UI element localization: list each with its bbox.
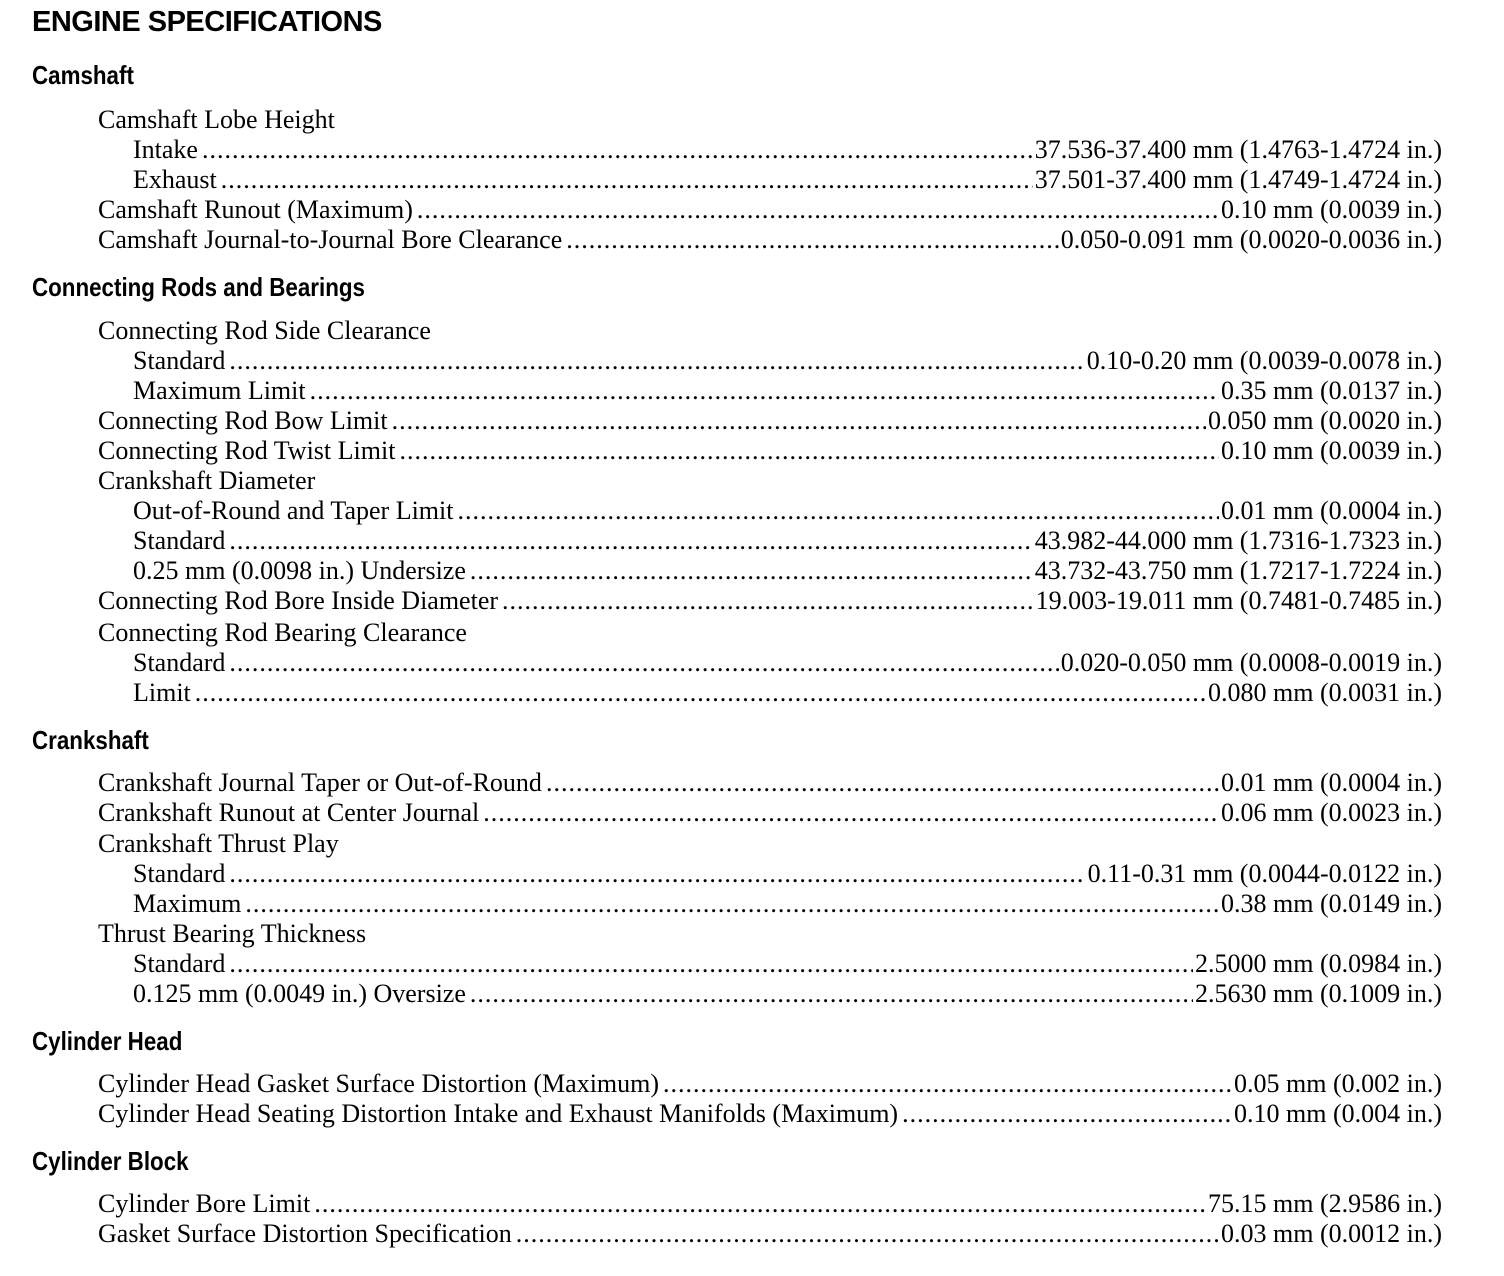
dot-leader <box>245 889 1219 919</box>
dot-leader <box>229 526 1032 556</box>
section-heading-camshaft: Camshaft <box>32 60 134 90</box>
spec-value: 0.10-0.20 mm (0.0039-0.0078 in.) <box>1086 346 1442 375</box>
spec-label: Crankshaft Runout at Center Journal <box>98 798 480 827</box>
spec-label: Intake <box>133 135 198 164</box>
spec-value: 2.5630 mm (0.1009 in.) <box>1195 979 1442 1008</box>
spec-label: Camshaft Journal-to-Journal Bore Clearance <box>98 225 563 254</box>
spec-row-gasket-spec <box>98 1219 1442 1249</box>
spec-label: Maximum <box>133 889 242 918</box>
spec-row-journal-taper <box>98 768 1442 798</box>
spec-value: 0.38 mm (0.0149 in.) <box>1221 889 1442 918</box>
spec-row-bore-inside <box>98 586 1442 616</box>
dot-leader <box>457 496 1219 526</box>
spec-value: 43.982-44.000 mm (1.7316-1.7323 in.) <box>1034 526 1442 555</box>
spec-label: Connecting Rod Bow Limit <box>98 406 388 435</box>
spec-value: 75.15 mm (2.9586 in.) <box>1208 1189 1442 1218</box>
spec-value: 37.501-37.400 mm (1.4749-1.4724 in.) <box>1034 165 1442 194</box>
spec-row-twist-limit <box>98 436 1442 466</box>
spec-value: 0.10 mm (0.0039 in.) <box>1221 195 1442 224</box>
spec-label: Out-of-Round and Taper Limit <box>133 496 454 525</box>
dot-leader <box>314 1189 1206 1219</box>
spec-value: 0.020-0.050 mm (0.0008-0.0019 in.) <box>1060 648 1442 677</box>
dot-leader <box>470 979 1193 1009</box>
dot-leader <box>516 1219 1219 1249</box>
spec-label: Standard <box>133 526 226 555</box>
spec-value: 0.03 mm (0.0012 in.) <box>1221 1219 1442 1248</box>
spec-group-thrust-play: Crankshaft Thrust Play <box>98 829 339 858</box>
spec-value: 0.080 mm (0.0031 in.) <box>1208 678 1442 707</box>
spec-group-crankshaft-diameter: Crankshaft Diameter <box>98 466 316 495</box>
spec-row-out-of-round <box>133 496 1442 526</box>
spec-row-bow-limit <box>98 406 1442 436</box>
spec-label: 0.25 mm (0.0098 in.) Undersize <box>133 556 466 585</box>
spec-group-bearing-clearance: Connecting Rod Bearing Clearance <box>98 618 467 647</box>
spec-label: Camshaft Runout (Maximum) <box>98 195 413 224</box>
spec-row-oversize <box>133 979 1442 1009</box>
spec-row-camshaft-runout <box>98 195 1442 225</box>
spec-row-thickness-standard <box>133 949 1442 979</box>
page-title: ENGINE SPECIFICATIONS <box>32 6 382 38</box>
spec-row-diameter-standard <box>133 526 1442 556</box>
spec-row-undersize <box>133 556 1442 586</box>
spec-label: Cylinder Head Gasket Surface Distortion (Maximum) <box>98 1069 660 1098</box>
dot-leader <box>483 798 1219 828</box>
dot-leader <box>229 648 1058 678</box>
spec-label: Gasket Surface Distortion Specification <box>98 1219 512 1248</box>
spec-group-camshaft-lobe-height: Camshaft Lobe Height <box>98 105 335 134</box>
spec-value: 0.06 mm (0.0023 in.) <box>1221 798 1442 827</box>
dot-leader <box>195 678 1206 708</box>
dot-leader <box>310 376 1219 406</box>
spec-row-journal-clearance <box>98 225 1442 255</box>
dot-leader <box>902 1099 1232 1129</box>
spec-row-gasket-distortion <box>98 1069 1442 1099</box>
spec-value: 43.732-43.750 mm (1.7217-1.7224 in.) <box>1034 556 1442 585</box>
dot-leader <box>502 586 1034 616</box>
spec-row-thrust-max <box>133 889 1442 919</box>
spec-row-exhaust <box>133 165 1442 195</box>
section-heading-cylinder-head: Cylinder Head <box>32 1026 183 1056</box>
dot-leader <box>566 225 1058 255</box>
spec-row-intake <box>133 135 1442 165</box>
spec-label: Connecting Rod Twist Limit <box>98 436 396 465</box>
spec-label: Standard <box>133 949 226 978</box>
spec-group-bearing-thickness: Thrust Bearing Thickness <box>98 919 367 948</box>
spec-value: 0.01 mm (0.0004 in.) <box>1221 768 1442 797</box>
spec-label: Cylinder Bore Limit <box>98 1189 311 1218</box>
spec-label: Standard <box>133 346 226 375</box>
section-heading-connecting-rods: Connecting Rods and Bearings <box>32 272 365 302</box>
spec-value: 0.10 mm (0.004 in.) <box>1234 1099 1442 1128</box>
spec-value: 0.050 mm (0.0020 in.) <box>1208 406 1442 435</box>
dot-leader <box>417 195 1219 225</box>
spec-value: 2.5000 mm (0.0984 in.) <box>1195 949 1442 978</box>
section-heading-cylinder-block: Cylinder Block <box>32 1146 189 1176</box>
dot-leader <box>663 1069 1232 1099</box>
dot-leader <box>546 768 1219 798</box>
spec-row-seating-distortion <box>98 1099 1442 1129</box>
dot-leader <box>221 165 1033 195</box>
dot-leader <box>202 135 1033 165</box>
spec-group-side-clearance: Connecting Rod Side Clearance <box>98 316 431 345</box>
dot-leader <box>470 556 1033 586</box>
spec-label: Exhaust <box>133 165 217 194</box>
spec-value: 0.050-0.091 mm (0.0020-0.0036 in.) <box>1060 225 1442 254</box>
spec-value: 0.11-0.31 mm (0.0044-0.0122 in.) <box>1087 859 1442 888</box>
spec-row-bore-limit <box>98 1189 1442 1219</box>
dot-leader <box>399 436 1219 466</box>
spec-value: 37.536-37.400 mm (1.4763-1.4724 in.) <box>1034 135 1442 164</box>
spec-value: 0.35 mm (0.0137 in.) <box>1221 376 1442 405</box>
spec-row-side-standard <box>133 346 1442 376</box>
dot-leader <box>229 346 1084 376</box>
spec-label: Connecting Rod Bore Inside Diameter <box>98 586 499 615</box>
spec-label: Cylinder Head Seating Distortion Intake and Exhaust Manifolds (Maximum) <box>98 1099 899 1128</box>
dot-leader <box>229 859 1085 889</box>
spec-value: 19.003-19.011 mm (0.7481-0.7485 in.) <box>1035 586 1442 615</box>
spec-label: Crankshaft Journal Taper or Out-of-Round <box>98 768 542 797</box>
spec-value: 0.10 mm (0.0039 in.) <box>1221 436 1442 465</box>
dot-leader <box>392 406 1206 436</box>
dot-leader <box>229 949 1193 979</box>
spec-label: Standard <box>133 859 226 888</box>
spec-row-thrust-standard <box>133 859 1442 889</box>
spec-label: Limit <box>133 678 191 707</box>
spec-row-bearing-limit <box>133 678 1442 708</box>
section-heading-crankshaft: Crankshaft <box>32 725 149 755</box>
spec-row-side-max <box>133 376 1442 406</box>
spec-label: Standard <box>133 648 226 677</box>
spec-label: Maximum Limit <box>133 376 306 405</box>
spec-row-runout-center <box>98 798 1442 828</box>
spec-row-bearing-standard <box>133 648 1442 678</box>
spec-value: 0.05 mm (0.002 in.) <box>1234 1069 1442 1098</box>
spec-value: 0.01 mm (0.0004 in.) <box>1221 496 1442 525</box>
spec-label: 0.125 mm (0.0049 in.) Oversize <box>133 979 466 1008</box>
